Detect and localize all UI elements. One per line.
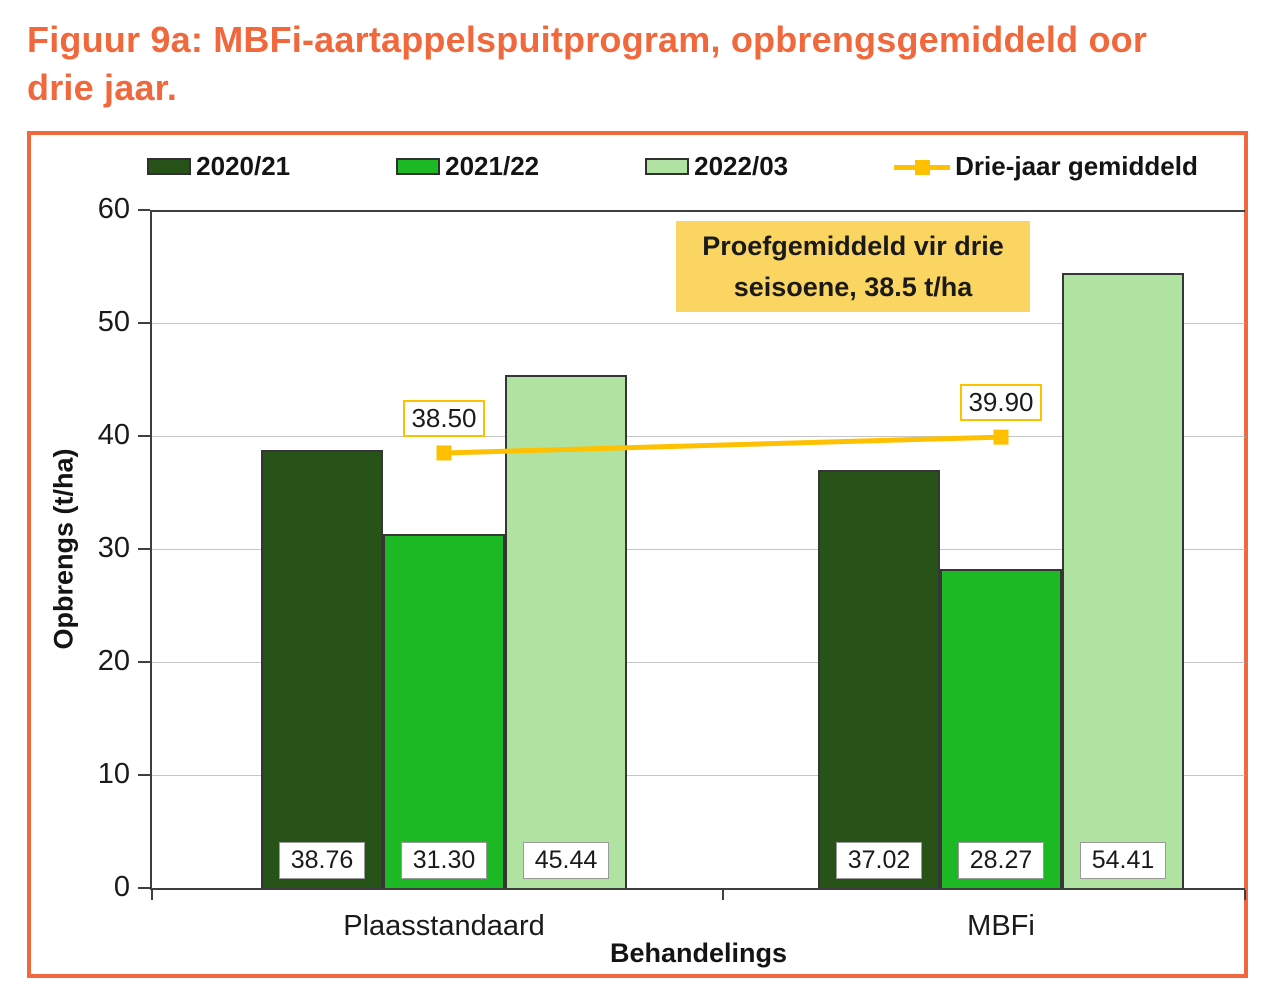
x-tick-mark-2	[1244, 890, 1246, 900]
y-tick-label-20: 20	[97, 645, 130, 677]
y-tick-mark-0	[138, 887, 150, 889]
y-tick-mark-60	[138, 209, 150, 211]
y-tick-mark-40	[138, 435, 150, 437]
bar-value-label: 28.27	[958, 842, 1044, 879]
legend-item-1	[147, 151, 290, 182]
x-category-label-plaasstandaard: Plaasstandaard	[343, 910, 545, 942]
plot-area	[48, 193, 1245, 968]
annotation-line-1: Proefgemiddeld vir drie	[702, 231, 1004, 261]
legend-swatch-icon	[147, 158, 191, 175]
chart-frame	[27, 131, 1248, 978]
y-axis-title: Opbrengs (t/ha)	[48, 448, 79, 650]
y-tick-label-50: 50	[97, 306, 130, 338]
legend-label: 2021/22	[445, 151, 540, 181]
average-line-series	[152, 210, 1245, 888]
average-point-marker-1	[437, 445, 452, 460]
y-tick-label-40: 40	[97, 419, 130, 451]
figure-title: Figuur 9a: MBFi-aartappelspuitprogram, opbrengsgemiddeld oor drie jaar.	[27, 19, 1148, 108]
annotation-line-2: seisoene, 38.5 t/ha	[733, 271, 973, 302]
legend-label: 2020/21	[196, 151, 291, 181]
x-axis-title: Behandelings	[609, 938, 788, 968]
legend-item-line	[894, 151, 1198, 182]
y-tick-mark-10	[138, 774, 150, 776]
average-value-label-2: 39.90	[960, 384, 1042, 421]
x-tick-mark-1	[722, 890, 724, 900]
x-axis-line	[150, 888, 1245, 890]
y-tick-label-30: 30	[97, 532, 130, 564]
legend-item-2	[396, 151, 539, 182]
bar-value-label: 31.30	[401, 842, 487, 879]
average-line	[444, 437, 1001, 453]
y-tick-label-0: 0	[113, 871, 130, 903]
legend-item-3	[645, 151, 788, 182]
bar-value-label: 37.02	[836, 842, 922, 879]
x-tick-mark-0	[151, 890, 153, 900]
legend-swatch-icon	[396, 158, 440, 175]
chart-legend	[101, 151, 1244, 182]
bar-value-label: 54.41	[1080, 842, 1166, 879]
legend-line-marker-icon	[894, 159, 950, 175]
y-tick-mark-20	[138, 661, 150, 663]
y-tick-label-10: 10	[97, 758, 130, 790]
bar-value-label: 45.44	[523, 842, 609, 879]
bar-value-label: 38.76	[279, 842, 365, 879]
legend-square-marker	[915, 160, 930, 175]
legend-label: 2022/03	[694, 151, 789, 181]
average-value-label-1: 38.50	[403, 400, 485, 437]
x-category-label-mbfi: MBFi	[967, 910, 1035, 942]
y-tick-mark-30	[138, 548, 150, 550]
average-point-marker-2	[994, 430, 1009, 445]
y-tick-label-60: 60	[97, 193, 130, 225]
legend-label: Drie-jaar gemiddeld	[955, 151, 1198, 181]
legend-swatch-icon	[645, 158, 689, 175]
y-tick-mark-50	[138, 322, 150, 324]
